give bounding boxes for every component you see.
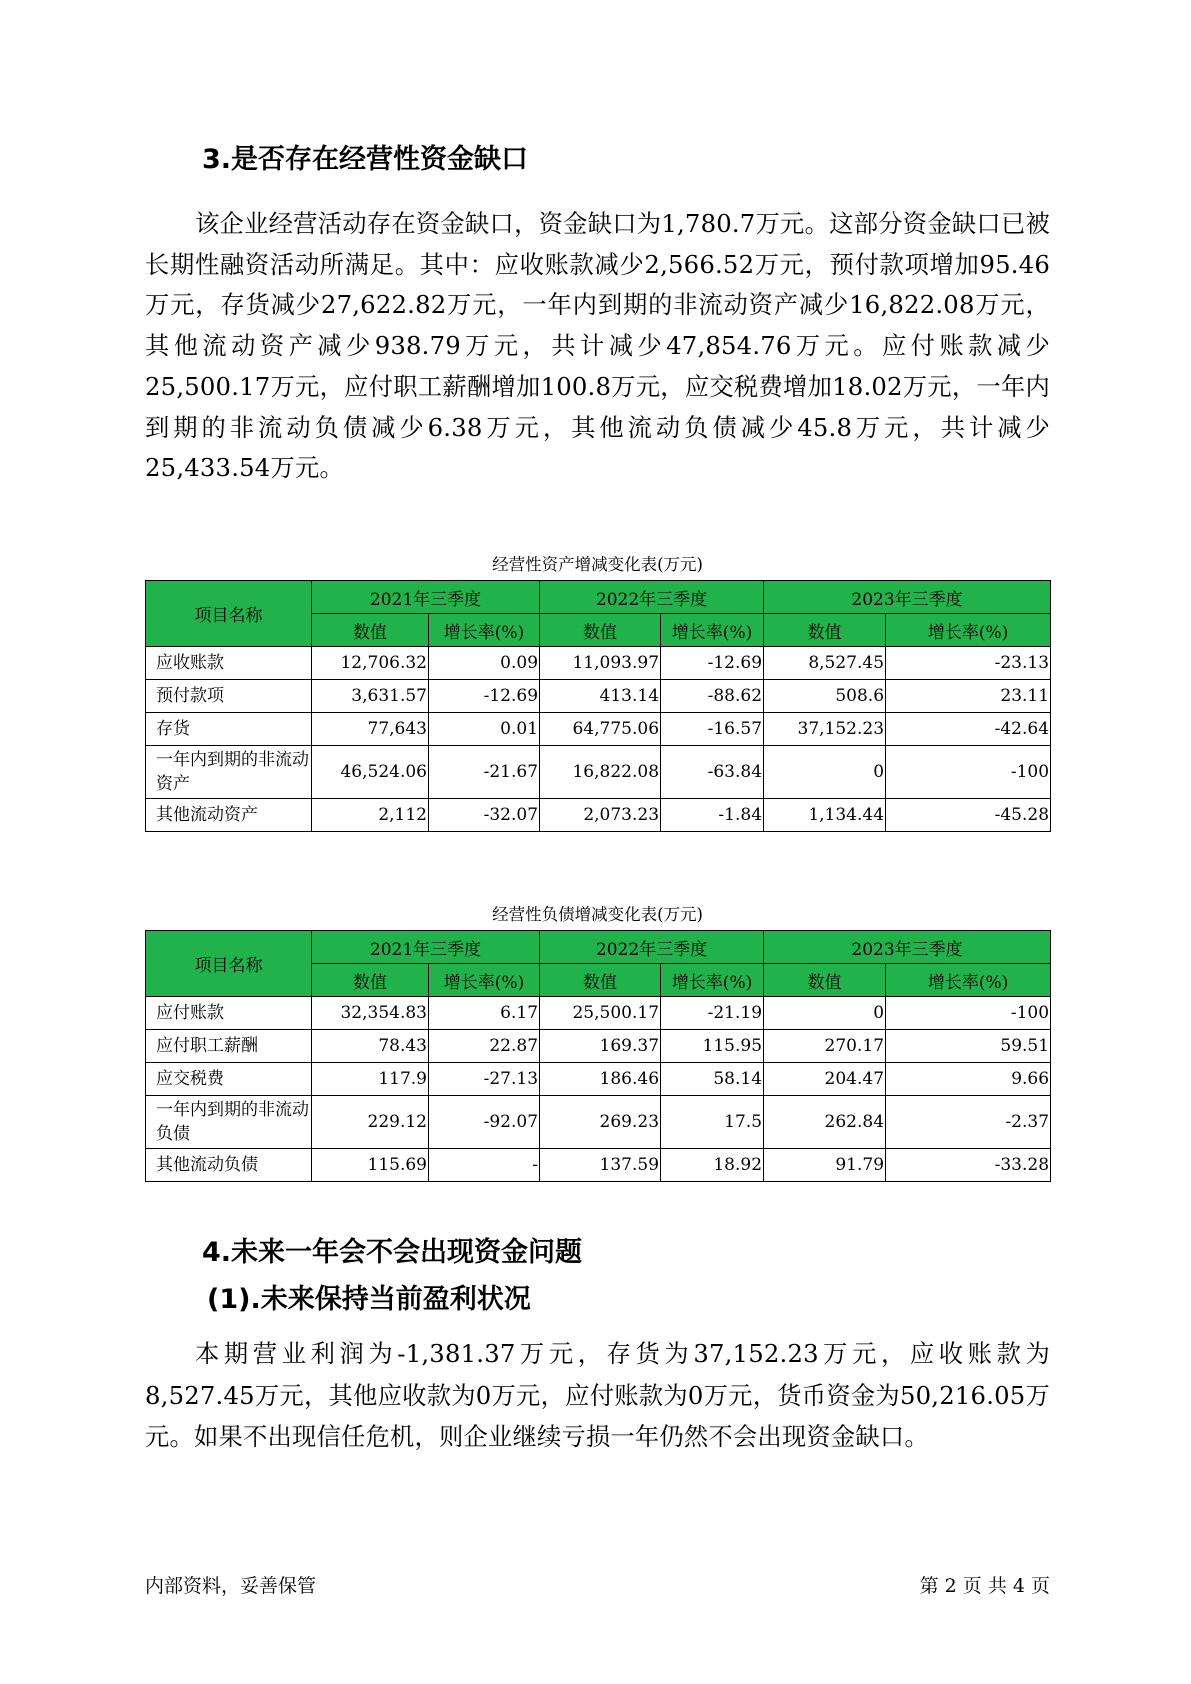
- table-cell: 2,112: [312, 799, 429, 832]
- row-label: 应付职工薪酬: [146, 1030, 312, 1063]
- table-row: [146, 680, 1051, 713]
- table-cell: 18.92: [661, 1149, 764, 1182]
- row-label: 一年内到期的非流动资产: [146, 746, 312, 799]
- growth-rate-header: 增长率(%): [429, 964, 540, 997]
- value-header: 数值: [764, 614, 886, 647]
- table-row: [146, 713, 1051, 746]
- table-cell: -21.67: [429, 746, 540, 799]
- item-name-header: 项目名称: [146, 931, 312, 997]
- section-4-subheading: (1).未来保持当前盈利状况: [207, 1284, 531, 1315]
- value-header: 数值: [312, 964, 429, 997]
- table-cell: 0.09: [429, 647, 540, 680]
- table-cell: 2,073.23: [540, 799, 661, 832]
- table-row: [146, 1063, 1051, 1096]
- table-cell: 115.95: [661, 1030, 764, 1063]
- table-cell: 9.66: [886, 1063, 1051, 1096]
- growth-rate-header: 增长率(%): [661, 964, 764, 997]
- table-row: [146, 647, 1051, 680]
- section-4-heading: 4.未来一年会不会出现资金问题: [202, 1237, 583, 1268]
- table-cell: 32,354.83: [312, 997, 429, 1030]
- table-row: [146, 997, 1051, 1030]
- table-cell: 46,524.06: [312, 746, 429, 799]
- table-cell: -12.69: [429, 680, 540, 713]
- table-cell: 269.23: [540, 1096, 661, 1149]
- table-cell: 91.79: [764, 1149, 886, 1182]
- table-cell: 25,500.17: [540, 997, 661, 1030]
- table-cell: -100: [886, 746, 1051, 799]
- period-header: 2023年三季度: [764, 931, 1051, 964]
- asset-change-table: [145, 580, 1051, 832]
- table-cell: 12,706.32: [312, 647, 429, 680]
- row-label: 其他流动负债: [146, 1149, 312, 1182]
- table-cell: 270.17: [764, 1030, 886, 1063]
- table-cell: 3,631.57: [312, 680, 429, 713]
- table-cell: -27.13: [429, 1063, 540, 1096]
- table-row: [146, 1096, 1051, 1149]
- table-cell: -32.07: [429, 799, 540, 832]
- table-cell: 117.9: [312, 1063, 429, 1096]
- table-cell: 204.47: [764, 1063, 886, 1096]
- item-name-header: 项目名称: [146, 581, 312, 647]
- period-header: 2021年三季度: [312, 581, 540, 614]
- table-cell: -42.64: [886, 713, 1051, 746]
- table-cell: -100: [886, 997, 1051, 1030]
- growth-rate-header: 增长率(%): [886, 964, 1051, 997]
- table-cell: 22.87: [429, 1030, 540, 1063]
- table-cell: -: [429, 1149, 540, 1182]
- table-cell: -23.13: [886, 647, 1051, 680]
- value-header: 数值: [312, 614, 429, 647]
- table-cell: -16.57: [661, 713, 764, 746]
- table-cell: 137.59: [540, 1149, 661, 1182]
- row-label: 应交税费: [146, 1063, 312, 1096]
- table-cell: 262.84: [764, 1096, 886, 1149]
- growth-rate-header: 增长率(%): [886, 614, 1051, 647]
- row-label: 一年内到期的非流动负债: [146, 1096, 312, 1149]
- table-cell: -2.37: [886, 1096, 1051, 1149]
- table-cell: 0: [764, 997, 886, 1030]
- table-cell: 413.14: [540, 680, 661, 713]
- row-label: 应付账款: [146, 997, 312, 1030]
- growth-rate-header: 增长率(%): [429, 614, 540, 647]
- table-cell: 0.01: [429, 713, 540, 746]
- table-cell: 186.46: [540, 1063, 661, 1096]
- period-header: 2023年三季度: [764, 581, 1051, 614]
- table-cell: 23.11: [886, 680, 1051, 713]
- table-cell: 169.37: [540, 1030, 661, 1063]
- table-cell: -63.84: [661, 746, 764, 799]
- table-cell: -21.19: [661, 997, 764, 1030]
- liability-change-table: [145, 930, 1051, 1182]
- table-cell: 1,134.44: [764, 799, 886, 832]
- table-cell: -1.84: [661, 799, 764, 832]
- period-header: 2022年三季度: [540, 931, 764, 964]
- table-cell: 229.12: [312, 1096, 429, 1149]
- table-cell: 37,152.23: [764, 713, 886, 746]
- table-row: [146, 746, 1051, 799]
- table-cell: 77,643: [312, 713, 429, 746]
- growth-rate-header: 增长率(%): [661, 614, 764, 647]
- page-number: 第 2 页 共 4 页: [919, 1575, 1050, 1597]
- value-header: 数值: [764, 964, 886, 997]
- value-header: 数值: [540, 964, 661, 997]
- period-header: 2021年三季度: [312, 931, 540, 964]
- table-cell: -45.28: [886, 799, 1051, 832]
- table-row: [146, 1030, 1051, 1063]
- section-3-paragraph: 该企业经营活动存在资金缺口，资金缺口为1,780.7万元。这部分资金缺口已被长期性融资活动所满足。其中：应收账款减少2,566.52万元，预付款项增加95.46万元，存货减少27,622.82万元，一年内到期的非流动资产减少16,822.08万元，其他流动资产减少938.79万元，共计减少47,854.76万元。应付账款减少25,500.17万元，应付职工薪酬增加100.8万元，应交税费增加18.02万元，一年内到期的非流动负债减少6.38万元，其他流动负债减少45.8万元，共计减少25,433.54万元。: [145, 209, 1050, 483]
- row-label: 应收账款: [146, 647, 312, 680]
- value-header: 数值: [540, 614, 661, 647]
- section-4-paragraph: 本期营业利润为-1,381.37万元，存货为37,152.23万元，应收账款为8,527.45万元，其他应收款为0万元，应付账款为0万元，货币资金为50,216.05万元。如果不出现信任危机，则企业继续亏损一年仍然不会出现资金缺口。: [145, 1339, 1050, 1451]
- table-cell: 78.43: [312, 1030, 429, 1063]
- table-cell: 508.6: [764, 680, 886, 713]
- asset-table-caption: 经营性资产增减变化表(万元): [492, 555, 703, 574]
- row-label: 预付款项: [146, 680, 312, 713]
- table-row: [146, 799, 1051, 832]
- table-cell: 0: [764, 746, 886, 799]
- table-cell: 16,822.08: [540, 746, 661, 799]
- footer-confidential-note: 内部资料，妥善保管: [145, 1575, 317, 1597]
- section-3-heading: 3.是否存在经营性资金缺口: [202, 144, 529, 175]
- table-cell: 58.14: [661, 1063, 764, 1096]
- table-cell: -92.07: [429, 1096, 540, 1149]
- period-header: 2022年三季度: [540, 581, 764, 614]
- table-cell: -88.62: [661, 680, 764, 713]
- table-cell: 59.51: [886, 1030, 1051, 1063]
- table-row: [146, 1149, 1051, 1182]
- row-label: 其他流动资产: [146, 799, 312, 832]
- table-cell: -12.69: [661, 647, 764, 680]
- table-cell: -33.28: [886, 1149, 1051, 1182]
- table-cell: 115.69: [312, 1149, 429, 1182]
- table-cell: 8,527.45: [764, 647, 886, 680]
- row-label: 存货: [146, 713, 312, 746]
- table-cell: 17.5: [661, 1096, 764, 1149]
- table-cell: 11,093.97: [540, 647, 661, 680]
- table-cell: 6.17: [429, 997, 540, 1030]
- table-cell: 64,775.06: [540, 713, 661, 746]
- liability-table-caption: 经营性负债增减变化表(万元): [492, 905, 703, 924]
